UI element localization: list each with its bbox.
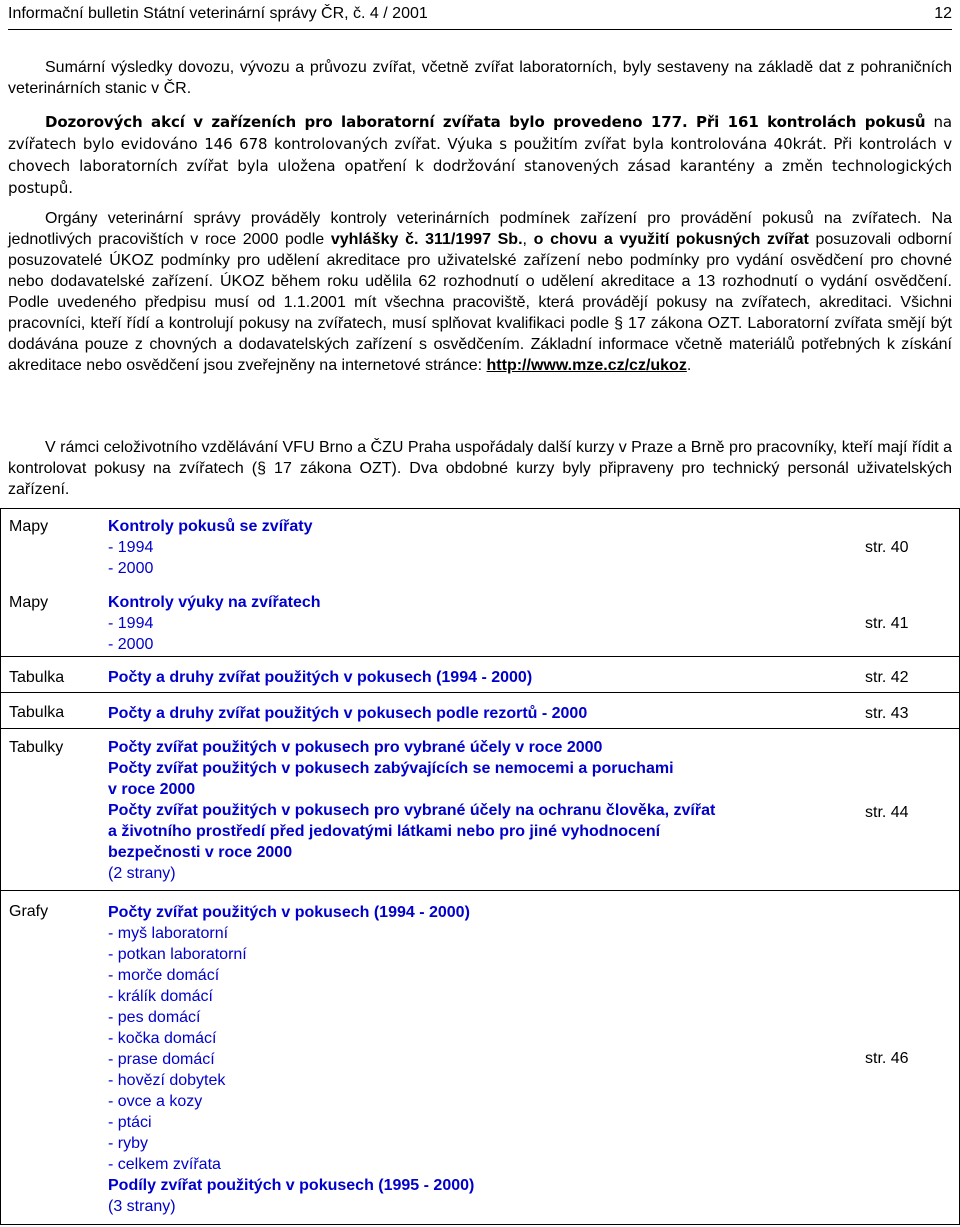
category-label: Tabulky bbox=[9, 739, 64, 756]
row-divider bbox=[1, 890, 959, 891]
contents-table bbox=[0, 508, 960, 1225]
page-reference: str. 46 bbox=[865, 1050, 909, 1067]
contents-entry-map-teaching[interactable]: Kontroly výuky na zvířatech - 1994 - 2000 bbox=[108, 594, 321, 653]
contents-entry-table-species[interactable]: Počty a druhy zvířat použitých v pokusech (1994 - 2000) bbox=[108, 669, 533, 686]
ukoz-link[interactable]: http://www.mze.cz/cz/ukoz bbox=[486, 357, 687, 374]
row-divider bbox=[1, 692, 959, 693]
page-reference: str. 41 bbox=[865, 615, 909, 632]
paragraph-veterinary-authorities: Orgány veterinární správy prováděly kontroly veterinárních podmínek zařízení pro provádění pokusů na zvířatech. Na jednotlivých pracovištích v roce 2000 podle vyhlášky č. 311/1997 Sb., o chovu a využití pokusných zvířat posuzovali odborní posuzovatelé ÚKOZ podmínky pro udělení akreditace pro uživatelské zařízení nebo podmínky pro vydání osvědčení pro chovné nebo dodavatelské zařízení. ÚKOZ během roku udělila 62 rozhodnutí o udělení akreditace a 13 rozhodnutí o vydání osvědčení. Podle uvedeného předpisu musí od 1.1.2001 mít všechna pracoviště, která provádějí pokusy na zvířatech, akreditaci. Všichni pracovníci, kteří řídí a kontrolují pokusy na zvířatech, musí splňovat kvalifikaci podle § 17 zákona OZT. Laboratorní zvířata smějí být dodávána pouze z chovných a dodavatelských zařízení s osvědčením. Základní informace včetně materiálů potřebných k získání akreditace nebo osvědčení jsou zveřejněny na internetové stránce: http://www.mze.cz/cz/ukoz. bbox=[8, 210, 953, 374]
row-divider bbox=[1, 728, 959, 729]
row-divider bbox=[1, 656, 959, 657]
contents-entry-tables-purposes[interactable]: Počty zvířat použitých v pokusech pro vybrané účely v roce 2000 Počty zvířat použitých v pokusech zabývajících se nemocemi a poruchami v roce 2000 Počty zvířat použitých v pokusech pro vybrané účely na ochranu člověka, zvířat a životního prostředí před jedovatými látkami nebo pro jiné vyhodnocení bezpečnosti v roce 2000 (2 strany) bbox=[108, 739, 716, 882]
running-header bbox=[8, 4, 952, 24]
contents-entry-map-experiments[interactable]: Kontroly pokusů se zvířaty - 1994 - 2000 bbox=[108, 518, 313, 577]
category-label: Mapy bbox=[9, 594, 49, 611]
page-reference: str. 40 bbox=[865, 539, 909, 556]
category-label: Tabulka bbox=[9, 704, 65, 721]
header-rule bbox=[8, 29, 952, 30]
category-label: Grafy bbox=[9, 903, 49, 920]
paragraph-import-export: Sumární výsledky dovozu, vývozu a průvozu zvířat, včetně zvířat laboratorních, byly sestaveny na základě dat z pohraničních veterinárních stanic v ČR. bbox=[8, 59, 952, 97]
category-label: Mapy bbox=[9, 518, 49, 535]
paragraph-inspections: Dozorových akcí v zařízeních pro laboratorní zvířata bylo provedeno 177. Při 161 kontrolách pokusů na zvířatech bylo evidováno 146 678 kontrolovaných zvířat. Výuka s použitím zvířat byla kontrolována 40krát. Při kontrolách v chovech laboratorních zvířat byla uložena opatření k dodržování stanovených zásad karantény a změn technologických postupů. bbox=[8, 113, 952, 197]
contents-entry-graphs[interactable]: Počty zvířat použitých v pokusech (1994 - 2000) - myš laboratorní - potkan laboratorní - morče domácí - králík domácí - pes domácí - kočka domácí - prase domácí - hovězí dobytek - ovce a kozy - ptáci - ryby - celkem zvířata Podíly zvířat použitých v pokusech (1995 - 2000) (3 strany) bbox=[108, 904, 475, 1215]
contents-entry-table-sectors[interactable]: Počty a druhy zvířat použitých v pokusech podle rezortů - 2000 bbox=[108, 705, 588, 722]
header-title: Informační bulletin Státní veterinární správy ČR, č. 4 / 2001 bbox=[8, 5, 428, 22]
decree-reference: vyhlášky č. 311/1997 Sb. bbox=[330, 231, 523, 248]
decree-title: o chovu a využití pokusných zvířat bbox=[533, 231, 809, 248]
page-reference: str. 43 bbox=[865, 705, 909, 722]
page-reference: str. 42 bbox=[865, 669, 909, 686]
page-number: 12 bbox=[934, 5, 952, 22]
category-label: Tabulka bbox=[9, 669, 65, 686]
paragraph-courses: V rámci celoživotního vzdělávání VFU Brno a ČZU Praha uspořádaly další kurzy v Praze a Brně pro pracovníky, kteří mají řídit a kontrolovat pokusy na zvířatech (§ 17 zákona OZT). Dva obdobné kurzy byly připraveny pro technický personál uživatelských zařízení. bbox=[8, 439, 952, 498]
inspections-bold: Dozorových akcí v zařízeních pro laboratorní zvířata bylo provedeno 177. Při 161 kontrolách pokusů bbox=[45, 113, 926, 131]
page-reference: str. 44 bbox=[865, 804, 909, 821]
